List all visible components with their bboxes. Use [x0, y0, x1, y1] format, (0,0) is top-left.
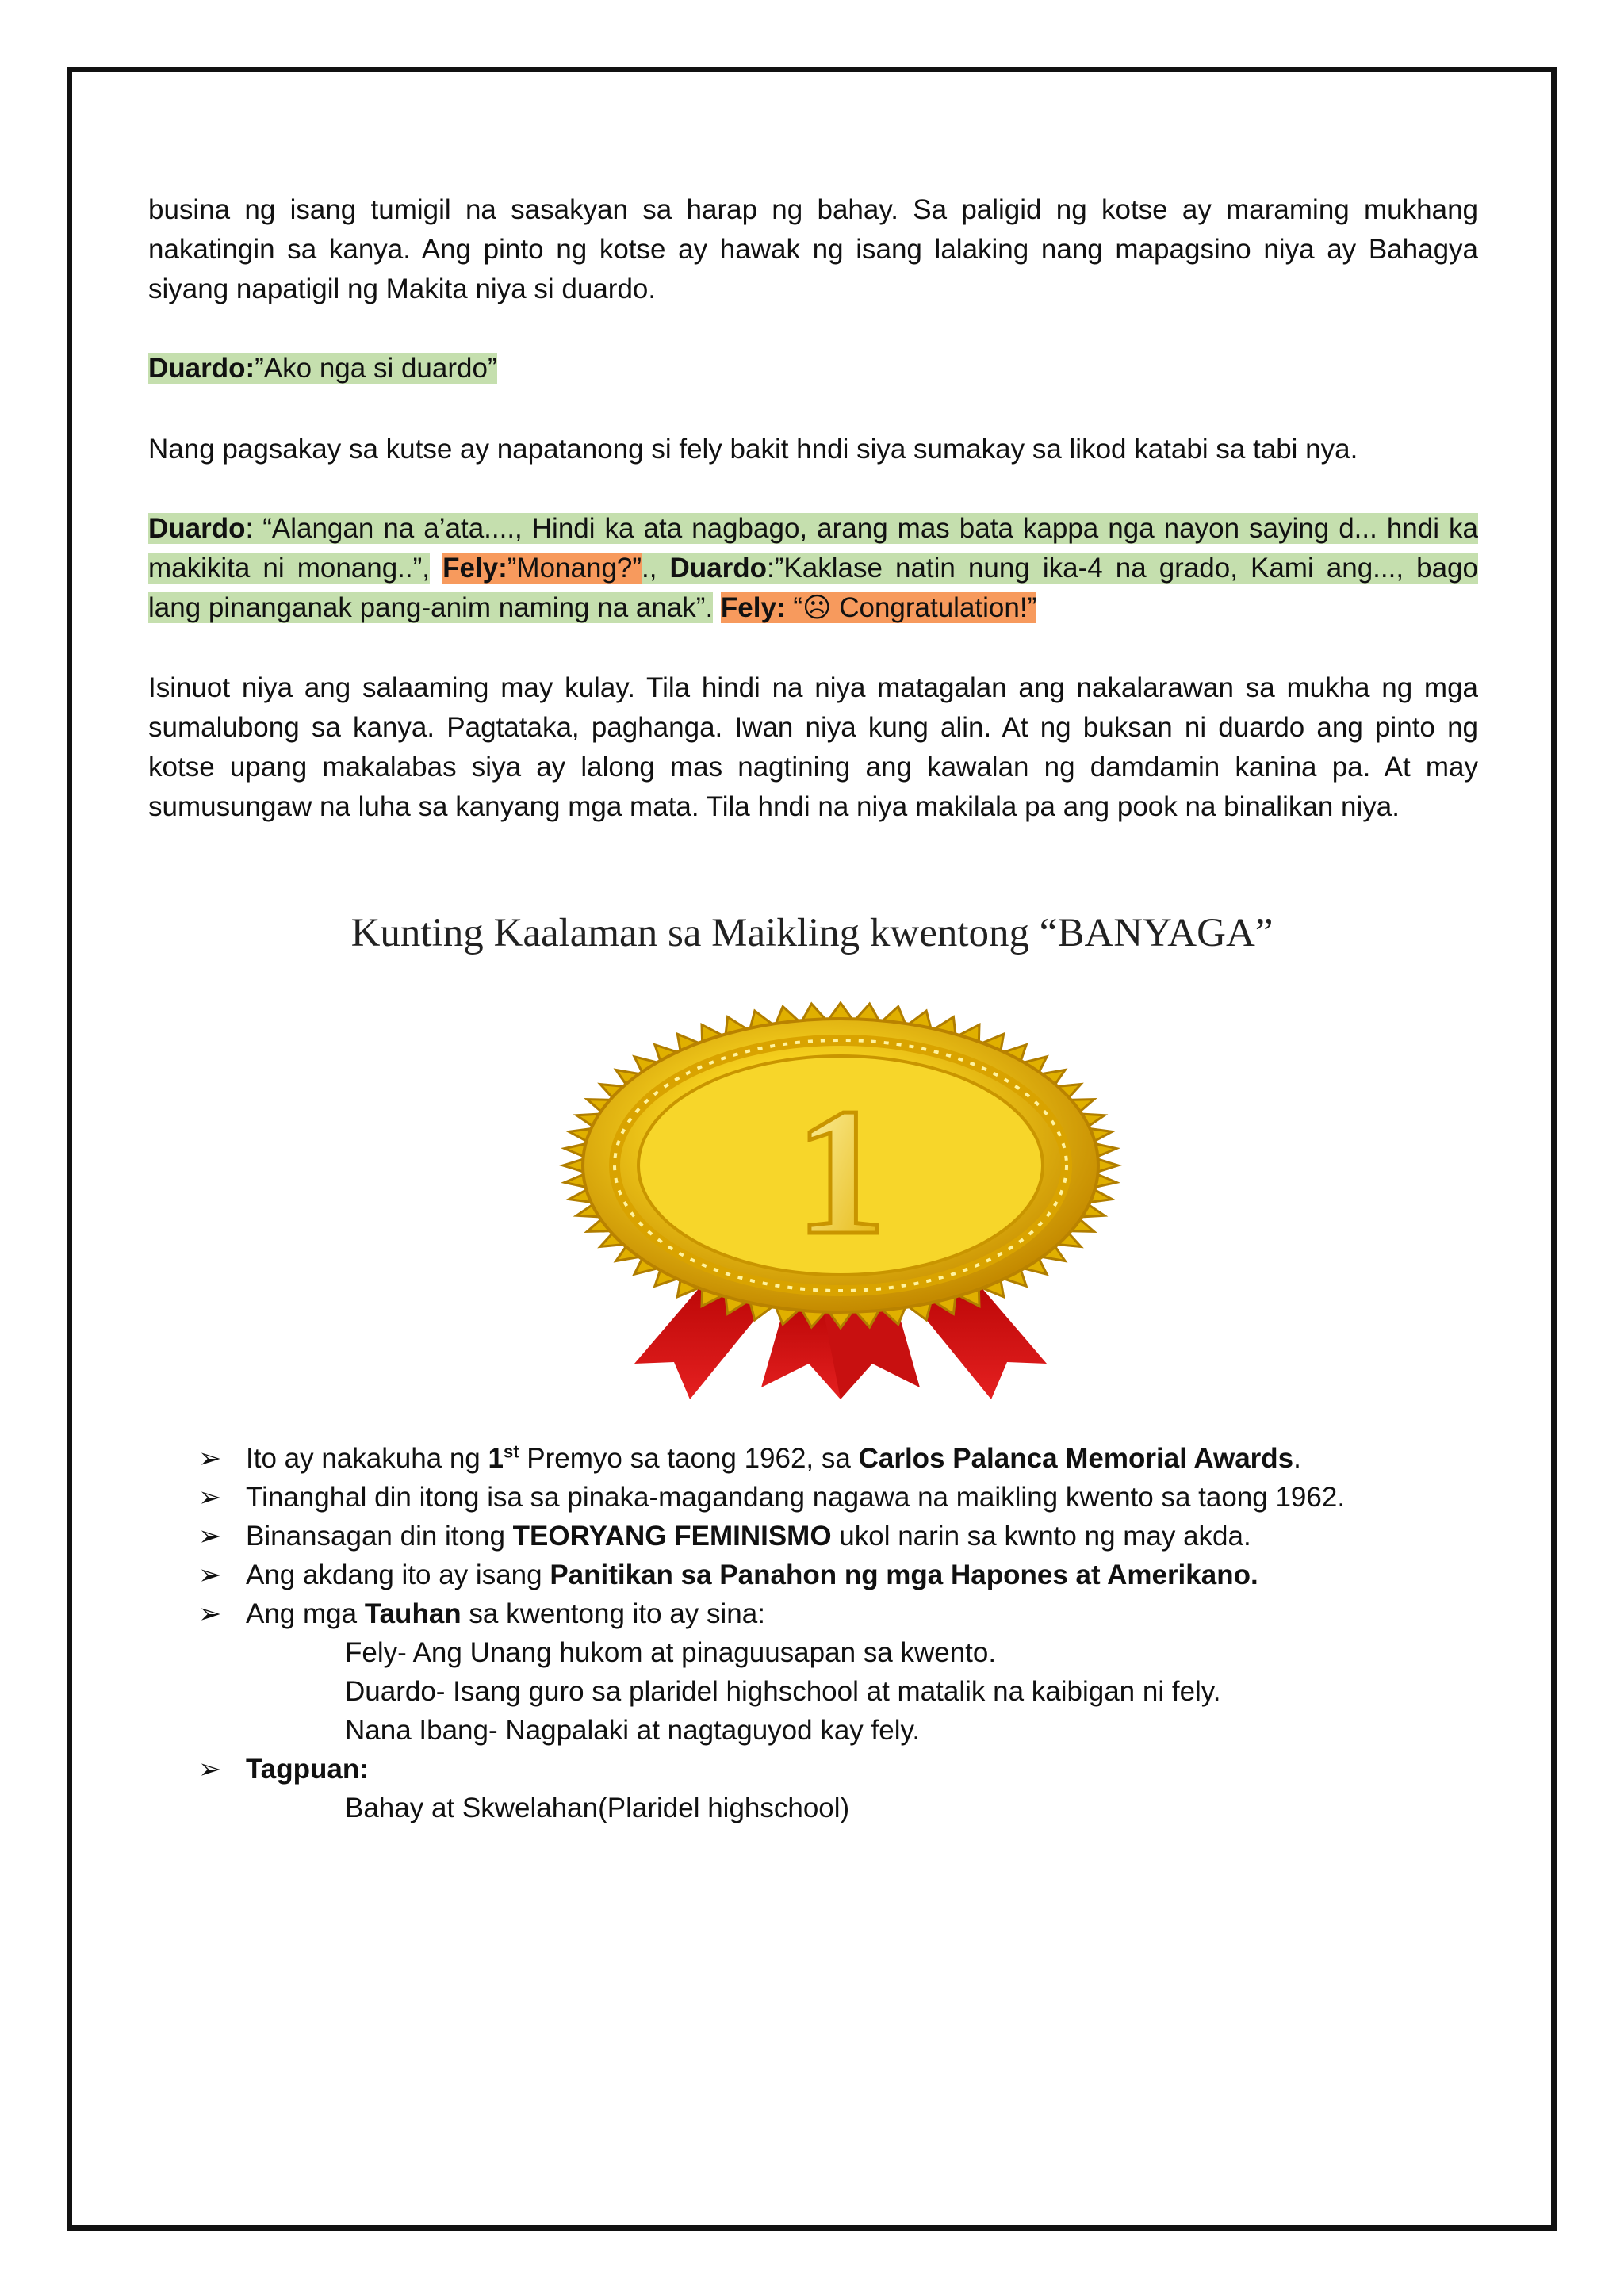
section-heading: Kunting Kaalaman sa Maikling kwentong “BANYAGA”: [350, 911, 1274, 955]
tagpuan-value: Bahay at Skwelahan(Plaridel highschool): [345, 1793, 850, 1823]
dialog-duardo-1: [148, 349, 1478, 388]
dialog-text: “☹ Congratulation!”: [785, 592, 1037, 623]
dialog-text: : “Alangan na a’ata...., Hindi ka ata nagbago, arang mas bata kappa nga nayon saying d... hndi ka makikita ni monang..”,: [148, 513, 1478, 584]
tauhan-duardo: Duardo- Isang guro sa plaridel highschool at matalik na kaibigan ni fely.: [345, 1676, 1221, 1707]
gold-medal-icon: [492, 991, 1189, 1411]
list-item: [198, 1556, 1507, 1594]
dialog-text: .,: [642, 553, 670, 584]
arrow-bullet-icon: ➢: [198, 1598, 222, 1629]
speaker-fely: Fely:: [442, 553, 508, 584]
arrow-bullet-icon: ➢: [198, 1754, 222, 1785]
tauhan-nana-ibang: Nana Ibang- Nagpalaki at nagtaguyod kay fely.: [345, 1715, 921, 1746]
list-text: sa kwentong ito ay sina:: [461, 1598, 765, 1629]
speaker-duardo: Duardo:: [148, 353, 255, 384]
arrow-bullet-icon: ➢: [198, 1559, 222, 1590]
list-item: [198, 1594, 1507, 1633]
arrow-bullet-icon: ➢: [198, 1521, 222, 1552]
dialog-text: ”Monang?”: [507, 553, 642, 584]
story-paragraph-2: Nang pagsakay sa kutse ay napatanong si fely bakit hndi siya sumakay sa likod katabi sa tabi nya.: [148, 434, 1358, 465]
speaker-fely: Fely:: [720, 592, 786, 623]
dialog-text: :”Kaklase natin nung ika-4 na grado, Kami ang..., bago lang pinanganak pang-anim naming na anak”.: [148, 553, 1478, 623]
list-item: [198, 1750, 1507, 1789]
speaker-duardo: Duardo: [148, 513, 246, 544]
list-text: Binansagan din itong: [246, 1521, 513, 1552]
list-text: ukol narin sa kwnto ng may akda.: [831, 1521, 1251, 1552]
story-paragraph-3: Isinuot niya ang salaaming may kulay. Tila hindi na niya matagalan ang nakalarawan sa mukha ng mga sumalubong sa kanya. Pagtataka, paghanga. Iwan niya kung alin. At ng buksan ni duardo ang pinto ng kotse upang makalabas siya ay lalong mas nagtining ang kawalan ng damdamin kanina pa. At may sumusungaw na luha sa kanyang mga mata. Tila hndi na niya makilala pa ang pook na binalikan niya.: [148, 672, 1478, 822]
list-text: .: [1293, 1443, 1301, 1474]
dialog-block: [148, 509, 1478, 628]
list-item: [198, 1478, 1507, 1517]
medal-number: 1: [795, 1070, 887, 1272]
speaker-duardo: Duardo: [669, 553, 768, 584]
list-sup: st: [503, 1441, 519, 1462]
list-text: Ito ay nakakuha ng: [246, 1443, 488, 1474]
list-text: Ang akdang ito ay isang: [246, 1559, 550, 1590]
list-bold: Panitikan sa Panahon ng mga Hapones at Amerikano.: [550, 1559, 1258, 1590]
dialog-text: ”Ako nga si duardo”: [255, 353, 497, 384]
list-bold: Carlos Palanca Memorial Awards: [858, 1443, 1294, 1474]
arrow-bullet-icon: ➢: [198, 1482, 222, 1513]
story-paragraph-1: busina ng isang tumigil na sasakyan sa harap ng bahay. Sa paligid ng kotse ay maraming mukhang nakatingin sa kanya. Ang pinto ng kotse ay hawak ng isang lalaking nang mapagsino niya ay Bahagya siyang napatigil ng Makita niya si duardo.: [148, 194, 1478, 304]
list-text: Tinanghal din itong isa sa pinaka-magandang nagawa na maikling kwento sa taong 1962.: [246, 1482, 1346, 1513]
arrow-bullet-icon: ➢: [198, 1443, 222, 1474]
list-text: Ang mga: [246, 1598, 365, 1629]
list-bold: Tauhan: [364, 1598, 462, 1629]
list-item: [198, 1439, 1507, 1478]
list-bold: TEORYANG FEMINISMO: [512, 1521, 832, 1552]
info-list: [198, 1439, 1507, 1827]
list-item: [198, 1517, 1507, 1556]
tauhan-fely: Fely- Ang Unang hukom at pinaguusapan sa kwento.: [345, 1637, 997, 1668]
list-bold: Tagpuan:: [246, 1754, 369, 1785]
list-bold: 1: [488, 1443, 504, 1474]
list-text: Premyo sa taong 1962, sa: [519, 1443, 859, 1474]
